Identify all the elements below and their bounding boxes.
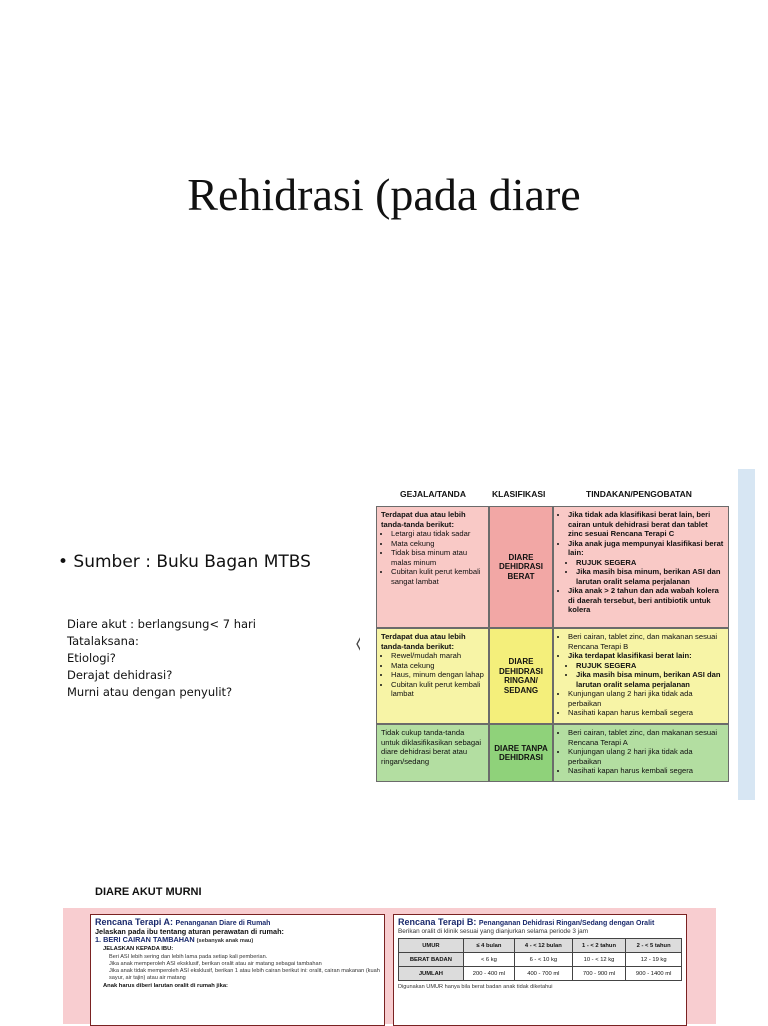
- sign-item: • Mata cekung: [391, 539, 484, 549]
- table-footnote: Digunakan UMUR hanya bila berat badan anak tidak diketahui: [398, 984, 553, 991]
- sign-item: • Cubitan kulit perut kembali lambat: [391, 680, 484, 699]
- table-row: UMUR ≤ 4 bulan 4 - < 12 bulan 1 - < 2 tahun 2 - < 5 tahun: [399, 939, 682, 953]
- row3-signs: Tidak cukup tanda-tanda untuk diklasifikasikan sebagai diare dehidrasi berat atau ringan/sedang: [376, 724, 489, 782]
- sign-item: • Rewel/mudah marah: [391, 651, 484, 661]
- header-signs: GEJALA/TANDA: [400, 489, 466, 499]
- sign-item: • Mata cekung: [391, 661, 484, 671]
- table-row: BERAT BADAN < 6 kg 6 - < 10 kg 10 - < 12 kg 12 - 19 kg: [399, 953, 682, 967]
- note-line: Diare akut : berlangsung< 7 hari: [67, 617, 256, 631]
- row2-actions: • Beri cairan, tablet zinc, dan makanan sesuai Rencana Terapi B • Jika terdapat klasifikasi berat lain: • RUJUK SEGERA • Jika masih bisa minum, berikan ASI dan larutan oralit selama perjalanan • Kunjungan ulang 2 hari jika tidak ada perbaikan • Nasihati kapan harus kembali segera: [553, 628, 729, 724]
- header-actions: TINDAKAN/PENGOBATAN: [586, 489, 692, 499]
- row1-signs: Terdapat dua atau lebih tanda-tanda berikut: • Letargi atau tidak sadar • Mata cekung • Tidak bisa minum atau malas minum • Cubitan kulit perut kembali sangat lambat: [376, 506, 489, 628]
- row3-actions: • Beri cairan, tablet zinc, dan makanan sesuai Rencana Terapi A • Kunjungan ulang 2 hari jika tidak ada perbaikan • Nasihati kapan harus kembali segera: [553, 724, 729, 782]
- sign-item: • Haus, minum dengan lahap: [391, 670, 484, 680]
- slide-title: Rehidrasi (pada diare: [187, 169, 581, 220]
- row2-signs: Terdapat dua atau lebih tanda-tanda berikut: • Rewel/mudah marah • Mata cekung • Haus, minum dengan lahap • Cubitan kulit perut kembali lambat: [376, 628, 489, 724]
- notes-block: [67, 616, 256, 701]
- doc-title: DIARE AKUT MURNI: [95, 886, 202, 898]
- header-classification: KLASIFIKASI: [492, 489, 546, 499]
- note-line: Murni atau dengan penyulit?: [67, 685, 233, 699]
- plan-b-box: Rencana Terapi B: Penanganan Dehidrasi Ringan/Sedang dengan Oralit Berikan oralit di klinik sesuai yang dianjurkan selama periode 3 jam UMUR ≤ 4 bulan 4 - < 12 bulan 1 - < 2 tahun 2 - < 5 tahun BERAT BADAN < 6 kg 6 - < 10 kg 10 - < 12 kg 12 - 19 kg JUMLAH 200 - 400 ml 400 - 700 ml 700 - 900 ml 900 - 1400 ml Digunakan UMUR hanya bila berat badan anak tidak diketahui: [393, 914, 687, 1026]
- dose-table: [398, 938, 682, 981]
- sign-item: • Cubitan kulit perut kembali sangat lambat: [391, 567, 484, 586]
- plan-a-box: Rencana Terapi A: Penanganan Diare di Rumah Jelaskan pada ibu tentang aturan perawatan di rumah: 1. BERI CAIRAN TAMBAHAN (sebanyak anak mau) JELASKAN KEPADA IBU: Beri ASI lebih sering dan lebih lama pada setiap kali pemberian. Jika anak memperoleh ASI eksklusif, berikan oralit atau air matang sebagai tambahan Jika anak tidak memperoleh ASI eksklusif, berikan 1 atau lebih cairan berikut ini: oralit, cairan makanan (kuah sayur, air tajin) atau air matang Anak harus diberi larutan oralit di rumah jika:: [90, 914, 385, 1026]
- source-bullet: • Sumber : Buku Bagan MTBS: [58, 552, 311, 572]
- note-line: Tatalaksana:: [67, 634, 139, 648]
- sign-item: • Letargi atau tidak sadar: [391, 529, 484, 539]
- plan-a-subheading: Penanganan Diare di Rumah: [175, 920, 271, 927]
- row3-classification: DIARE TANPA DEHIDRASI: [489, 724, 553, 782]
- note-line: Derajat dehidrasi?: [67, 668, 173, 682]
- table-row: JUMLAH 200 - 400 ml 400 - 700 ml 700 - 900 ml 900 - 1400 ml: [399, 967, 682, 981]
- row2-classification: DIARE DEHIDRASI RINGAN/ SEDANG: [489, 628, 553, 724]
- plan-b-subheading: Penanganan Dehidrasi Ringan/Sedang dengan Oralit: [478, 920, 655, 927]
- row1-classification: DIARE DEHIDRASI BERAT: [489, 506, 553, 628]
- sign-item: • Tidak bisa minum atau malas minum: [391, 548, 484, 567]
- plan-a-heading: Rencana Terapi A:: [95, 917, 174, 927]
- note-line: Etiologi?: [67, 651, 116, 665]
- mtbs-chart: [360, 469, 738, 800]
- plan-b-heading: Rencana Terapi B:: [398, 917, 477, 927]
- mtbs-chart-image: [360, 469, 755, 800]
- treatment-plans-image: [63, 908, 716, 1024]
- row1-actions: • Jika tidak ada klasifikasi berat lain, beri cairan untuk dehidrasi berat dan tablet zinc sesuai Rencana Terapi C • Jika anak juga mempunyai klasifikasi berat lain: • RUJUK SEGERA • Jika masih bisa minum, berikan ASI dan larutan oralit selama perjalanan • Jika anak > 2 tahun dan ada wabah kolera di daerah tersebut, beri antibiotik untuk kolera: [553, 506, 729, 628]
